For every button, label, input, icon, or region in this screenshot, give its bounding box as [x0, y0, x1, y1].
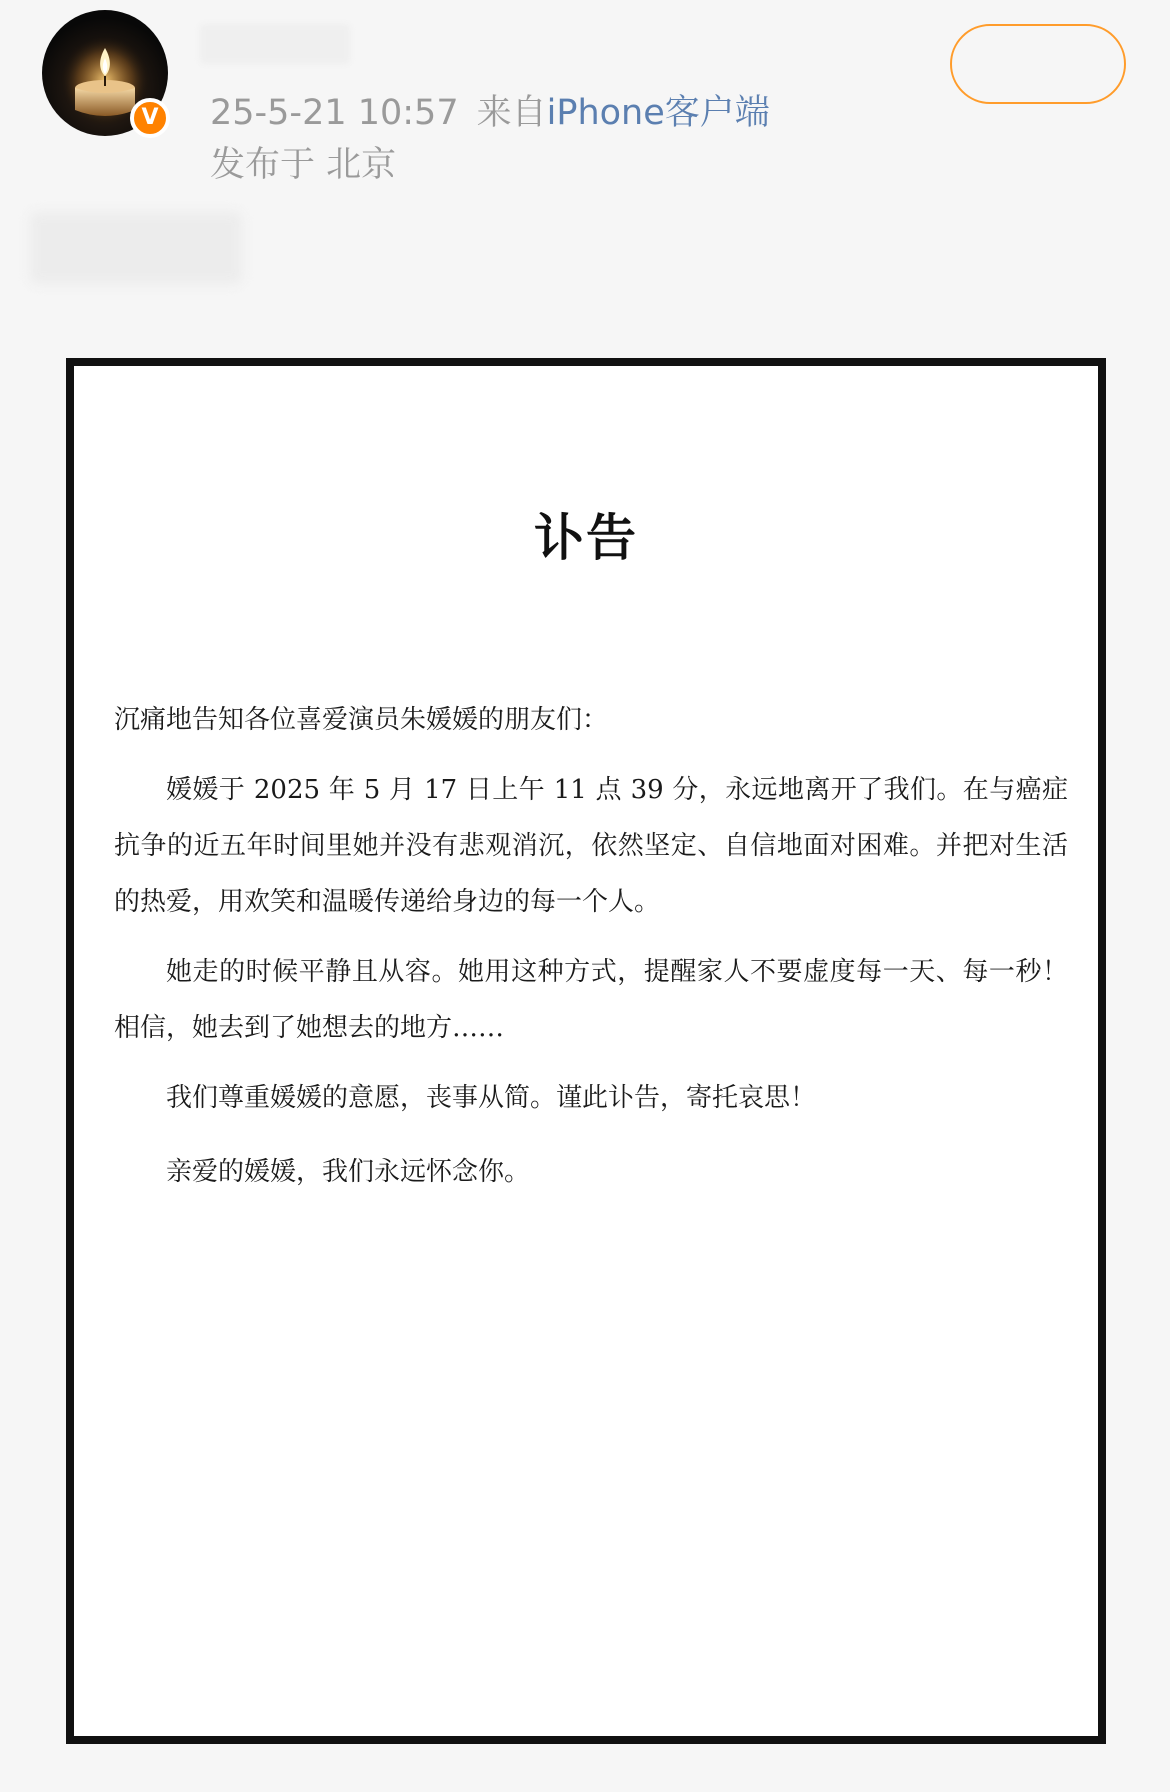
verified-badge-icon: V: [130, 98, 170, 138]
post-timestamp: 25-5-21 10:57: [210, 93, 459, 133]
post-header: [0, 0, 1170, 320]
notice-paragraph: 媛媛于 2025 年 5 月 17 日上午 11 点 39 分，永远地离开了我们。在与癌症抗争的近五年时间里她并没有悲观消沉，依然坚定、自信地面对困难。并把对生活的热爱，用欢笑和温暖传递给身边的每一个人。: [114, 775, 1068, 917]
notice-greeting: 沉痛地告知各位喜爱演员朱媛媛的朋友们：: [114, 705, 609, 735]
username-redacted: [200, 24, 350, 64]
source-prefix: 来自: [476, 93, 547, 133]
post-location: 发布于 北京: [210, 145, 397, 185]
notice-title: 讣告: [534, 509, 638, 567]
notice-paragraph: 她走的时候平静且从容。她用这种方式，提醒家人不要虚度每一天、每一秒！相信，她去到了她想去的地方……: [114, 957, 1068, 1043]
obituary-image[interactable]: [66, 358, 1106, 1744]
notice-body: [114, 692, 1068, 1200]
follow-button[interactable]: [950, 24, 1126, 104]
post-text-redacted: [30, 212, 242, 284]
notice-closing: 亲爱的媛媛，我们永远怀念你。: [166, 1157, 531, 1187]
post-source-link[interactable]: iPhone客户端: [546, 93, 770, 133]
post-meta: [210, 88, 770, 138]
notice-paragraph: 我们尊重媛媛的意愿，丧事从简。谨此讣告，寄托哀思！: [166, 1083, 817, 1113]
